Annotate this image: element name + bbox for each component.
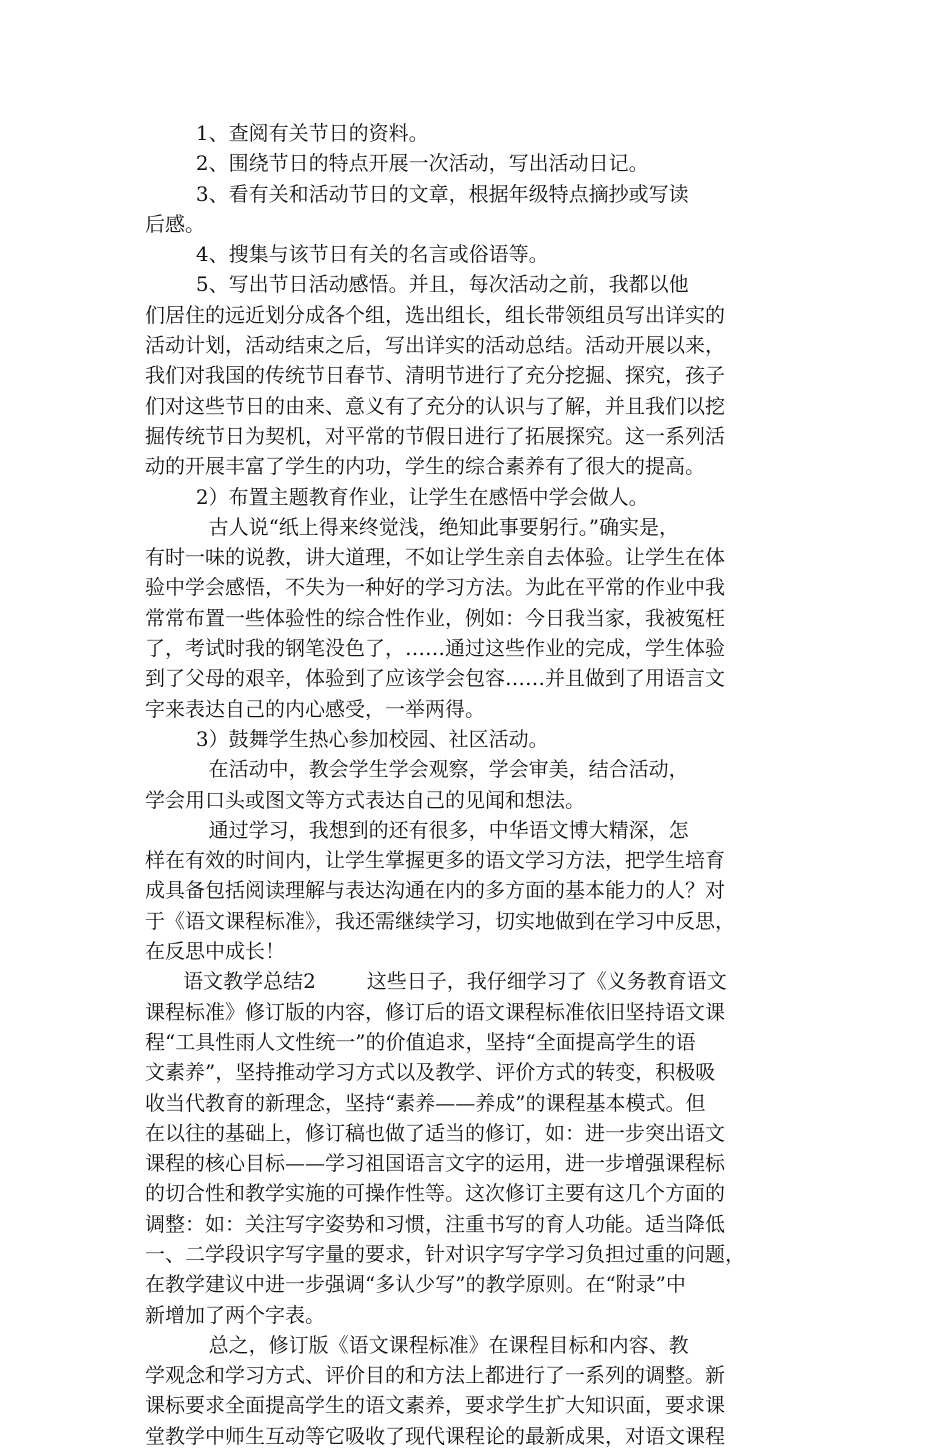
text-line: 后感。 (145, 211, 205, 236)
text-line: 课程的核心目标——学习祖国语言文字的运用，进一步增强课程标 (145, 1151, 725, 1176)
text-line: 在以往的基础上，修订稿也做了适当的修订，如：进一步突出语文 (145, 1120, 725, 1145)
text-line: 5、写出节日活动感悟。并且，每次活动之前，我都以他 (145, 272, 689, 297)
text-line: 成具备包括阅读理解与表达沟通在内的多方面的基本能力的人？对 (145, 878, 725, 903)
text-line: 了，考试时我的钢笔没色了，……通过这些作业的完成，学生体验 (145, 636, 725, 661)
text-line: 们居住的远近划分成各个组，选出组长，组长带领组员写出详实的 (145, 302, 725, 327)
text-line: 常常布置一些体验性的综合性作业，例如：今日我当家，我被冤枉 (145, 605, 725, 630)
text-line: 2、围绕节日的特点开展一次活动，写出活动日记。 (145, 151, 649, 176)
text-line: 掘传统节日为契机，对平常的节假日进行了拓展探究。这一系列活 (145, 423, 725, 448)
text-line: 们对这些节日的由来、意义有了充分的认识与了解，并且我们以挖 (145, 393, 725, 418)
text-line: 到了父母的艰辛，体验到了应该学会包容……并且做到了用语言文 (145, 666, 725, 691)
text-line: 1、查阅有关节日的资料。 (145, 121, 429, 145)
text-line: 学会用口头或图文等方式表达自己的见闻和想法。 (145, 787, 585, 812)
text-line: 字来表达自己的内心感受，一举两得。 (145, 696, 485, 721)
text-line: 活动计划，活动结束之后，写出详实的活动总结。活动开展以来， (145, 333, 725, 358)
text-line: 有时一味的说教，讲大道理，不如让学生亲自去体验。让学生在体 (145, 545, 725, 570)
text-line: 课标要求全面提高学生的语文素养，要求学生扩大知识面，要求课 (145, 1393, 725, 1418)
text-line: 在反思中成长！ (145, 939, 285, 964)
text-line: 我们对我国的传统节日春节、清明节进行了充分挖掘、探究，孩子 (145, 363, 725, 388)
text-line: 动的开展丰富了学生的内功，学生的综合素养有了很大的提高。 (145, 454, 705, 479)
text-line: 样在有效的时间内，让学生掌握更多的语文学习方法，把学生培育 (145, 848, 725, 873)
text-line: 3、看有关和活动节日的文章，根据年级特点摘抄或写读 (145, 181, 689, 206)
text-line: 验中学会感悟，不失为一种好的学习方法。为此在平常的作业中我 (145, 575, 725, 600)
document-body (145, 118, 825, 1451)
text-line: 一、二学段识字写字量的要求，针对识字写字学习负担过重的问题， (145, 1241, 745, 1266)
text-line: 文素养”，坚持推动学习方式以及教学、评价方式的转变，积极吸 (145, 1060, 716, 1085)
text-line: 4、搜集与该节日有关的名言或俗语等。 (145, 242, 549, 267)
text-line: 学观念和学习方式、评价目的和方法上都进行了一系列的调整。新 (145, 1363, 725, 1388)
text-line: 在活动中，教会学生学会观察，学会审美，结合活动， (145, 757, 689, 782)
text-line: 3）鼓舞学生热心参加校园、社区活动。 (145, 726, 549, 751)
text-line: 2）布置主题教育作业，让学生在感悟中学会做人。 (145, 484, 649, 509)
text-line: 调整：如：关注写字姿势和习惯，注重书写的育人功能。适当降低 (145, 1211, 725, 1236)
text-line: 堂教学中师生互动等它吸收了现代课程论的最新成果，对语文课程 (145, 1423, 725, 1448)
text-line: 语文教学总结2 这些日子，我仔细学习了《义务教育语文 (145, 969, 727, 994)
text-line: 总之，修订版《语文课程标准》在课程目标和内容、教 (145, 1332, 689, 1357)
text-line: 在教学建议中进一步强调“多认少写”的教学原则。在“附录”中 (145, 1272, 686, 1297)
text-line: 通过学习，我想到的还有很多，中华语文博大精深，怎 (145, 817, 689, 842)
text-line: 的切合性和教学实施的可操作性等。这次修订主要有这几个方面的 (145, 1181, 725, 1206)
text-line: 新增加了两个字表。 (145, 1302, 325, 1327)
text-line: 收当代教育的新理念，坚持“素养——养成”的课程基本模式。但 (145, 1090, 706, 1115)
text-line: 于《语文课程标准》，我还需继续学习，切实地做到在学习中反思， (145, 908, 735, 933)
text-line: 课程标准》修订版的内容，修订后的语文课程标准依旧坚持语文课 (145, 999, 725, 1024)
text-line: 程“工具性雨人文性统一”的价值追求，坚持“全面提高学生的语 (145, 1029, 696, 1054)
text-line: 古人说“纸上得来终觉浅，绝知此事要躬行。”确实是， (145, 514, 680, 539)
